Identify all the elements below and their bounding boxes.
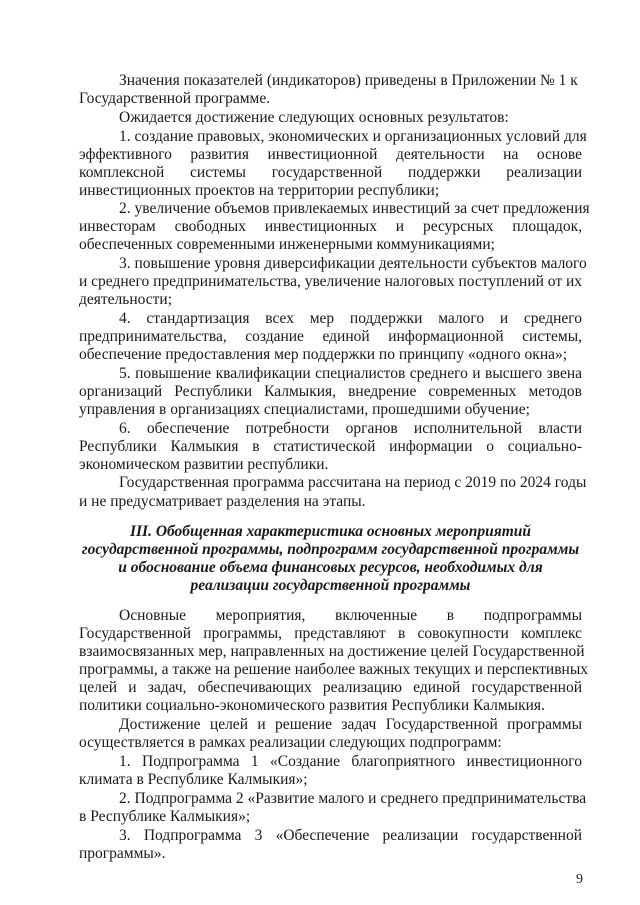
intro-line: и среднего предпринимательства, увеличение налоговых поступлений от их <box>79 273 583 290</box>
section-heading: реализации государственной программы <box>190 577 471 594</box>
page-number: 9 <box>576 872 583 887</box>
body-line: Достижение целей и решение задач Государственной программы <box>119 716 582 733</box>
intro-line: инвесторам свободных инвестиционных и ресурсных площадок, <box>79 218 582 235</box>
body-line: Основные мероприятия, включенные в подпрограммы <box>119 607 582 624</box>
intro-line: инвестиционных проектов на территории республики; <box>79 182 440 199</box>
intro-line: 2. увеличение объемов привлекаемых инвестиций за счет предложения <box>119 200 590 217</box>
intro-line: и не предусматривает разделения на этапы. <box>79 493 366 510</box>
body-line: в Республике Калмыкия»; <box>79 808 251 825</box>
body-line: программы, а также на решение наиболее важных текущих и перспективных <box>79 661 588 678</box>
body-line: осуществляется в рамках реализации следующих подпрограмм: <box>79 734 502 751</box>
body-line: программы». <box>79 845 166 862</box>
intro-line: 1. создание правовых, экономических и организационных условий для <box>119 128 587 145</box>
intro-line: Ожидается достижение следующих основных результатов: <box>119 109 509 126</box>
intro-line: Республики Калмыкия в статистической информации о социально- <box>79 438 582 455</box>
intro-line: 6. обеспечение потребности органов исполнительной власти <box>119 420 582 437</box>
section-heading: и обоснование объема финансовых ресурсов, необходимых для <box>118 559 543 576</box>
intro-line: комплексной системы государственной поддержки реализации <box>79 164 582 181</box>
section-heading: III. Обобщенная характеристика основных мероприятий <box>129 523 532 540</box>
body-line: взаимосвязанных мер, направленных на достижение целей Государственной <box>79 643 585 660</box>
intro-line: экономическом развитии республики. <box>79 456 329 473</box>
section-heading: государственной программы, подпрограмм государственной программы <box>81 541 580 558</box>
intro-line: эффективного развития инвестиционной деятельности на основе <box>79 146 582 163</box>
intro-line: 4. стандартизация всех мер поддержки малого и среднего <box>119 310 582 327</box>
intro-line: обеспеченных современными инженерными коммуникациями; <box>79 236 495 253</box>
body-line: 3. Подпрограмма 3 «Обеспечение реализации государственной <box>119 827 582 844</box>
intro-line: Государственная программа рассчитана на период с 2019 по 2024 годы <box>119 474 587 491</box>
intro-line: Значения показателей (индикаторов) приведены в Приложении № 1 к <box>119 72 578 89</box>
intro-line: деятельности; <box>79 291 173 308</box>
intro-line: предпринимательства, создание единой информационной системы, <box>79 328 582 345</box>
intro-line: 3. повышение уровня диверсификации деятельности субъектов малого <box>119 255 587 272</box>
intro-line: организаций Республики Калмыкия, внедрение современных методов <box>79 383 582 400</box>
intro-line: управления в организациях специалистами, прошедшими обучение; <box>79 401 530 418</box>
intro-line: Государственной программе. <box>79 90 271 107</box>
body-line: Государственной программы, представляют в совокупности комплекс <box>79 625 582 642</box>
body-line: 2. Подпрограмма 2 «Развитие малого и среднего предпринимательства <box>119 790 587 807</box>
body-line: политики социально-экономического развития Республики Калмыкия. <box>79 697 545 714</box>
body-line: целей и задач, обеспечивающих реализацию единой государственной <box>79 679 582 696</box>
body-line: 1. Подпрограмма 1 «Создание благоприятного инвестиционного <box>119 753 582 770</box>
intro-line: обеспечение предоставления мер поддержки по принципу «одного окна»; <box>79 346 568 363</box>
body-line: климата в Республике Калмыкия»; <box>79 771 308 788</box>
intro-line: 5. повышение квалификации специалистов среднего и высшего звена <box>119 365 582 382</box>
